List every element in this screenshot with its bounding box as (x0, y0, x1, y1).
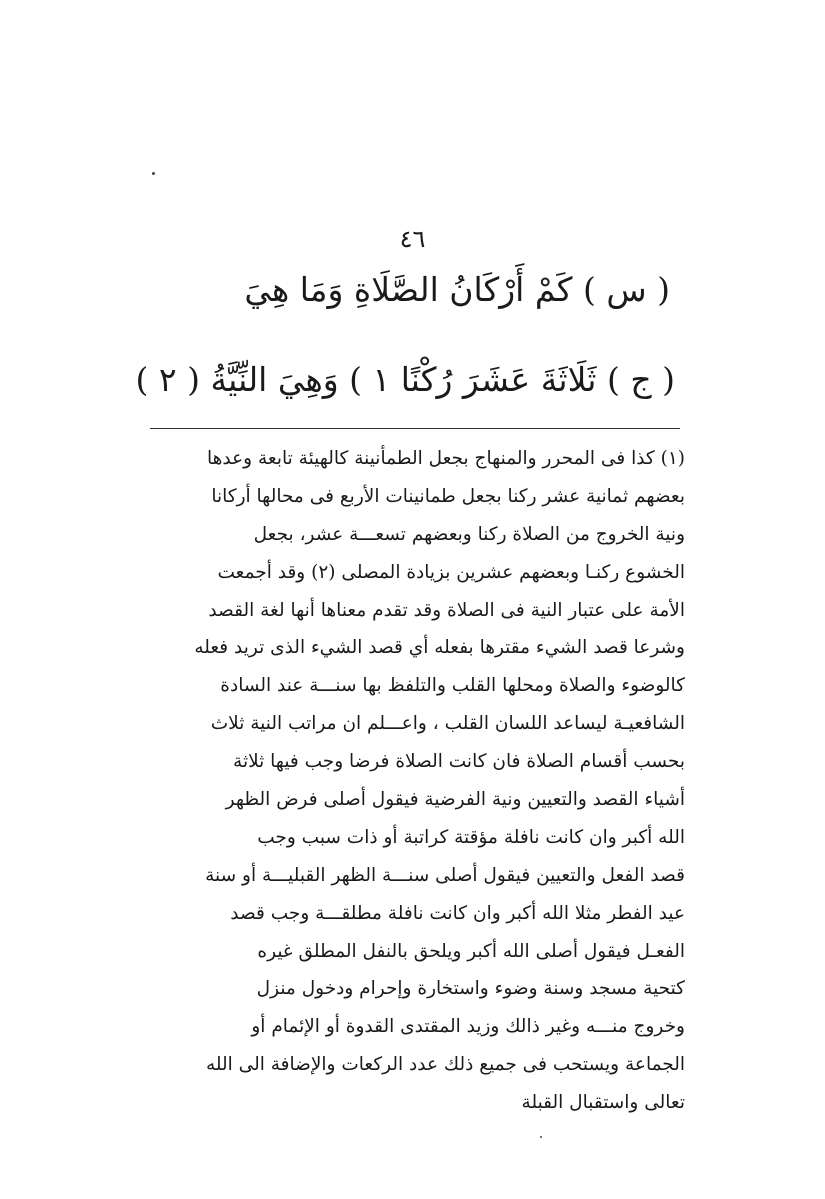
answer-heading: ( ج ) ثَلَاثَةَ عَشَرَ رُكْنًا ١ ) وَهِيَ النِّيَّةُ ( ٢ ) (135, 360, 675, 399)
footnote (148, 440, 685, 1122)
footnote-line: الفعـل فيقول أصلى الله أكبر ويلحق بالنفل المطلق غيره (257, 940, 685, 962)
scan-speck (540, 1136, 542, 1138)
footnote-line: الأمة على عتبار النية فى الصلاة وقد تقدم معناها أنها لغة القصد (208, 599, 685, 621)
scan-speck (152, 172, 155, 175)
footnote-line: كالوضوء والصلاة ومحلها القلب والتلفظ بها سنـــة عند السادة (220, 675, 685, 697)
footnote-line: وخروج منـــه وغير ذالك وزيد المقتدى القدوة أو الإئمام أو (251, 1016, 685, 1038)
footnote-line: بعضهم ثمانية عشر ركنا بجعل طمانينات الأربع فى محالها أركانا (211, 485, 685, 507)
footnote-line: بحسب أقسام الصلاة فان كانت الصلاة فرضا وجب فيها ثلاثة (233, 751, 685, 773)
footnote-line: الله أكبر وان كانت نافلة مؤقتة كراتبة أو ذات سبب وجب (257, 826, 685, 848)
footnote-line: الخشوع ركنـا وبعضهم عشرين بزيادة المصلى (٢) وقد أجمعت (217, 561, 685, 583)
question-heading: ( س ) كَمْ أَرْكَانُ الصَّلَاةِ وَمَا هِيَ (244, 270, 670, 309)
footnote-line: عيد الفطر مثلا الله أكبر وان كانت نافلة مطلقـــة وجب قصد (230, 902, 685, 924)
footnote-line: وشرعا قصد الشيء مقترها بفعله أي قصد الشيء الذى تريد فعله (194, 637, 685, 659)
footnote-line: أشياء القصد والتعيين ونية الفرضية فيقول أصلى فرض الظهر (225, 789, 685, 811)
footnote-line: الجماعة ويستحب فى جميع ذلك عدد الركعات والإضافة الى الله (205, 1054, 685, 1076)
footnote-line: (١) كذا فى المحرر والمنهاج بجعل الطمأنينة كالهيئة تابعة وعدها (207, 448, 685, 469)
footnote-separator (150, 428, 680, 429)
footnote-line: الشافعيـة ليساعد اللسان القلب ، واعـــلم ان مراتب النية ثلاث (210, 713, 685, 735)
page-number: ٤٦ (399, 225, 426, 253)
footnote-line: تعالى واستقبال القبلة (521, 1092, 685, 1114)
footnote-line: كتحية مسجد وسنة وضوء واستخارة وإحرام ودخول منزل (256, 978, 685, 1000)
footnote-line: قصد الفعل والتعيين فيقول أصلى سنـــة الظهر القبليـــة أو سنة (205, 864, 685, 886)
footnote-line: ونية الخروج من الصلاة ركنا وبعضهم تسعـــة عشر، بجعل (253, 523, 685, 545)
